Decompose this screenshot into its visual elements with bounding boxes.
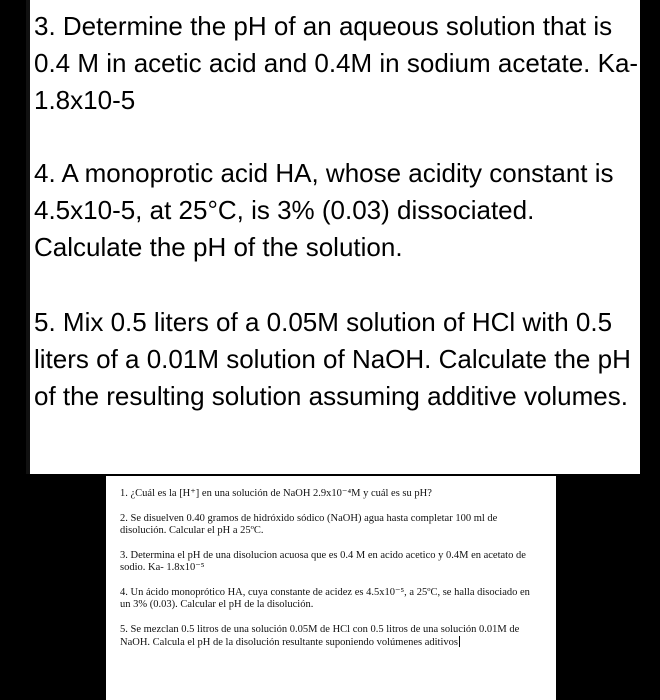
english-questions-panel [26, 0, 640, 474]
question-2-es: 2. Se disuelven 0.40 gramos de hidróxido sódico (NaOH) agua hasta completar 100 ml de disolución. Calcular el pH a 25ºC. [120, 512, 498, 536]
question-5-en: 5. Mix 0.5 liters of a 0.05M solution of HCl with 0.5 liters of a 0.01M solution of NaOH. Calculate the pH of the resulting solution assuming additive volumes. [34, 307, 631, 411]
spanish-questions-panel [106, 476, 556, 700]
question-3-es: 3. Determina el pH de una disolucion acuosa que es 0.4 M en acido acetico y 0.4M en acetato de sodio. Ka- 1.8x10⁻⁵ [120, 549, 526, 573]
question-4-es: 4. Un ácido monoprótico HA, cuya constante de acidez es 4.5x10⁻⁵, a 25ºC, se halla disociado en un 3% (0.03). Calcular el pH de la disolución. [120, 586, 530, 610]
text-cursor [459, 636, 460, 647]
question-1-es: 1. ¿Cuál es la [H⁺] en una solución de NaOH 2.9x10⁻⁴M y cuál es su pH? [120, 488, 432, 499]
question-5-es-text: 5. Se mezclan 0.5 litros de una solución 0.05M de HCl con 0.5 litros de una solución 0.01M de NaOH. Calcula el pH de la disolución resultante suponiendo volúmenes aditivos [120, 623, 520, 648]
question-5-es [120, 624, 540, 650]
question-3-en: 3. Determine the pH of an aqueous solution that is 0.4 M in acetic acid and 0.4M in sodium acetate. Ka- 1.8x10-5 [34, 11, 639, 115]
question-4-en: 4. A monoprotic acid HA, whose acidity constant is 4.5x10-5, at 25°C, is 3% (0.03) dissociated. Calculate the pH of the solution. [34, 158, 614, 262]
